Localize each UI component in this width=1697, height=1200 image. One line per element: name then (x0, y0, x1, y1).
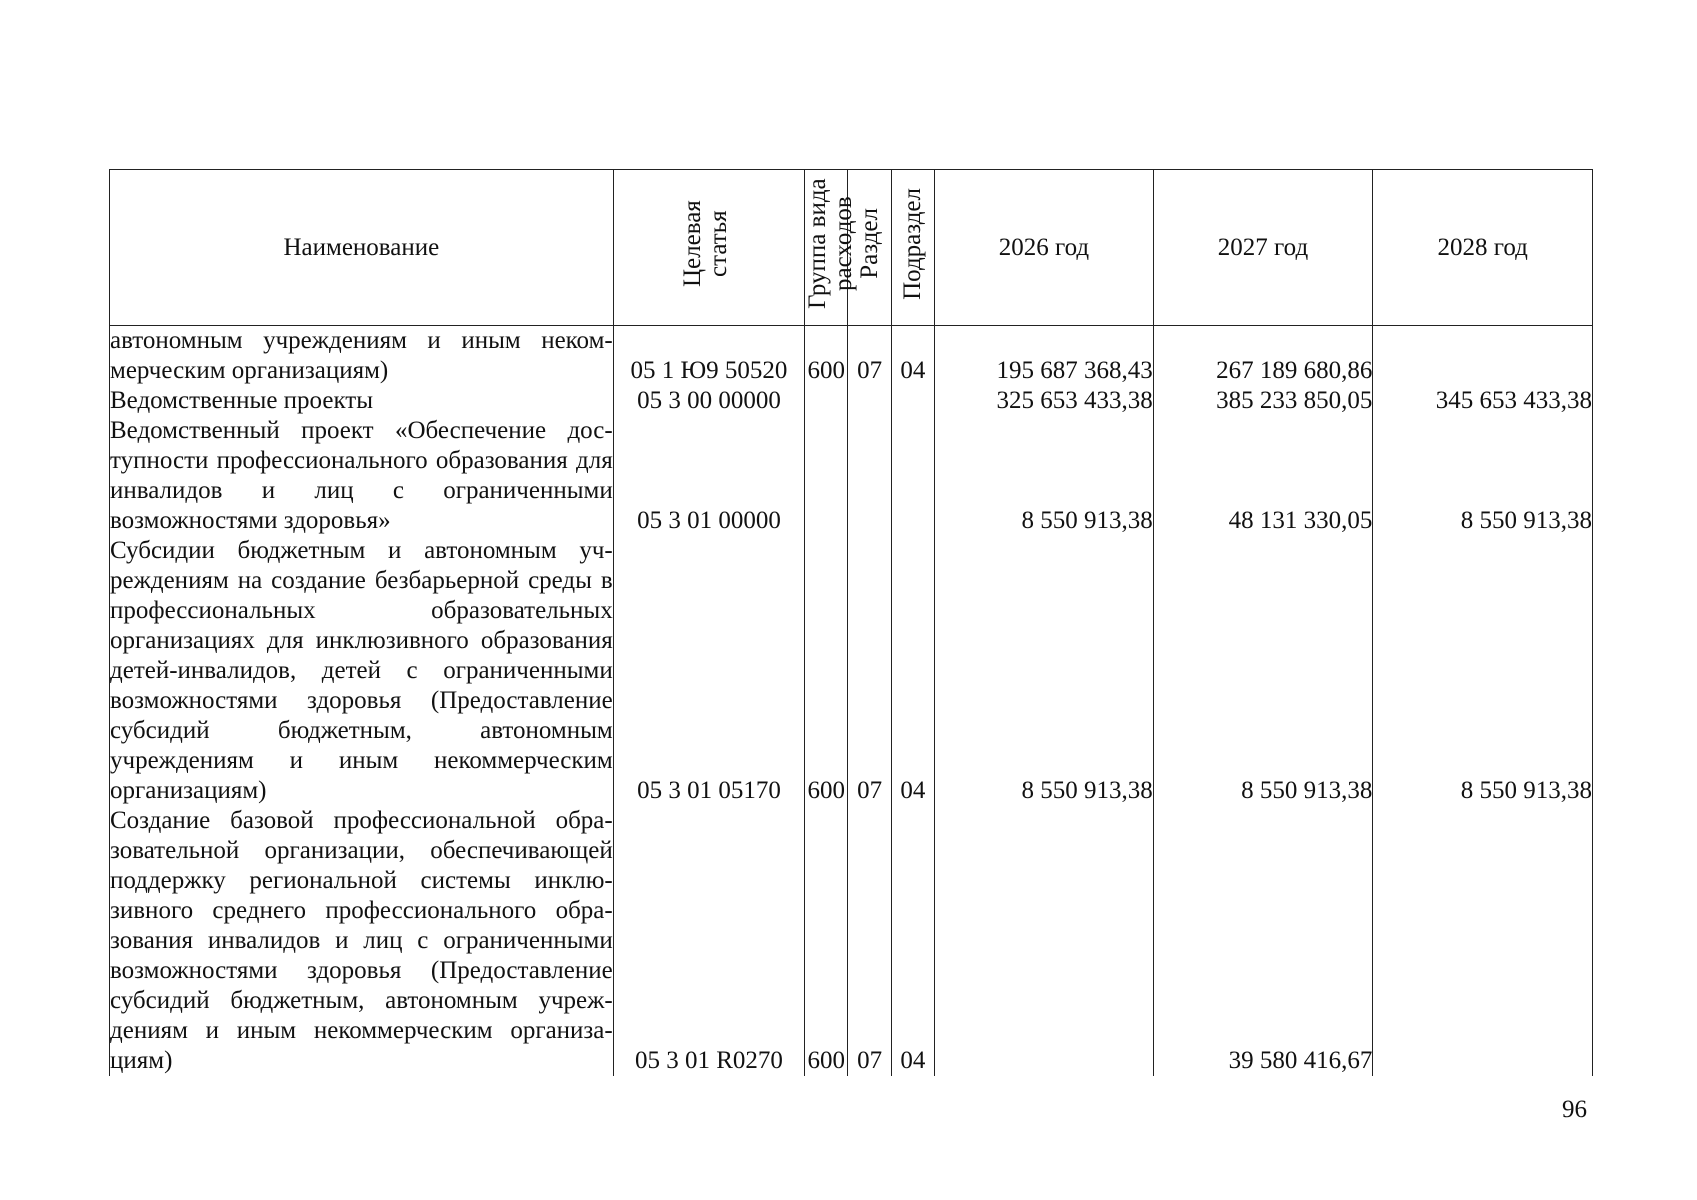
row-2026: 8 550 913,38 (935, 536, 1154, 806)
row-2028: 8 550 913,38 (1373, 416, 1593, 536)
table-row (110, 416, 1593, 536)
page-number: 96 (1562, 1096, 1587, 1123)
row-2027: 39 580 416,67 (1153, 806, 1373, 1076)
row-2028: 345 653 433,38 (1373, 386, 1593, 416)
row-2027: 267 189 680,86 (1153, 326, 1373, 387)
row-name: Субсидии бюджетным и автономным учреждениям на создание безбарьерной среды в профессиональных образовательных организациях для инклюзивного образования детей-инвалидов, детей с ограниченными возможностями здоровья (Предоставление субсидий бюджетным, автономным учреждениям и иным некоммерческим организациям) (110, 537, 613, 804)
row-target-article: 05 3 01 R0270 (613, 806, 804, 1076)
table-row (110, 536, 1593, 806)
row-expense-group (805, 386, 848, 416)
table-row (110, 386, 1593, 416)
row-2028 (1373, 326, 1593, 387)
row-2027: 48 131 330,05 (1153, 416, 1373, 536)
table-row (110, 326, 1593, 387)
row-2028 (1373, 806, 1593, 1076)
header-name: Наименование (110, 170, 614, 326)
table-row (110, 806, 1593, 1076)
row-2026: 195 687 368,43 (935, 326, 1154, 387)
row-name: Создание базовой профессиональной образовательной организации, обеспечивающей поддержку региональной системы инклюзивного среднего профессионального образования инвалидов и лиц с ограниченными возможностями здоровья (Предоставление субсидий бюджетным, автономным учреждениям и иным некоммерческим организациям) (110, 807, 613, 1074)
row-name: Ведомственный проект «Обеспечение доступности профессионального образования для инвалидов и лиц с ограниченными возможностями здоровья» (110, 417, 613, 534)
row-2026 (935, 806, 1154, 1076)
header-2028: 2028 год (1373, 170, 1593, 326)
header-subsection: Подраздел (891, 170, 934, 326)
row-subsection: 04 (891, 536, 934, 806)
row-name: Ведомственные проекты (110, 386, 614, 416)
row-expense-group: 600 (805, 806, 848, 1076)
row-2026: 325 653 433,38 (935, 386, 1154, 416)
row-subsection (891, 386, 934, 416)
header-2027: 2027 год (1153, 170, 1373, 326)
header-target-article: Целевая статья (613, 170, 804, 326)
header-expense-group: Группа вида расходов (805, 170, 848, 326)
row-subsection (891, 416, 934, 536)
budget-table (109, 169, 1593, 1076)
row-subsection: 04 (891, 806, 934, 1076)
header-section: Раздел (848, 170, 891, 326)
row-target-article: 05 3 00 00000 (613, 386, 804, 416)
row-expense-group: 600 (805, 536, 848, 806)
row-name: автономным учреждениям и иным некоммерческим организациям) (110, 327, 613, 384)
row-2027: 385 233 850,05 (1153, 386, 1373, 416)
row-target-article: 05 3 01 00000 (613, 416, 804, 536)
row-2026: 8 550 913,38 (935, 416, 1154, 536)
row-section: 07 (848, 806, 891, 1076)
row-2027: 8 550 913,38 (1153, 536, 1373, 806)
row-subsection: 04 (891, 326, 934, 387)
row-target-article: 05 1 Ю9 50520 (613, 326, 804, 387)
row-section: 07 (848, 536, 891, 806)
table-header (110, 170, 1593, 326)
row-section (848, 386, 891, 416)
row-expense-group: 600 (805, 326, 848, 387)
row-section (848, 416, 891, 536)
header-2026: 2026 год (935, 170, 1154, 326)
row-section: 07 (848, 326, 891, 387)
row-expense-group (805, 416, 848, 536)
row-2028: 8 550 913,38 (1373, 536, 1593, 806)
row-target-article: 05 3 01 05170 (613, 536, 804, 806)
